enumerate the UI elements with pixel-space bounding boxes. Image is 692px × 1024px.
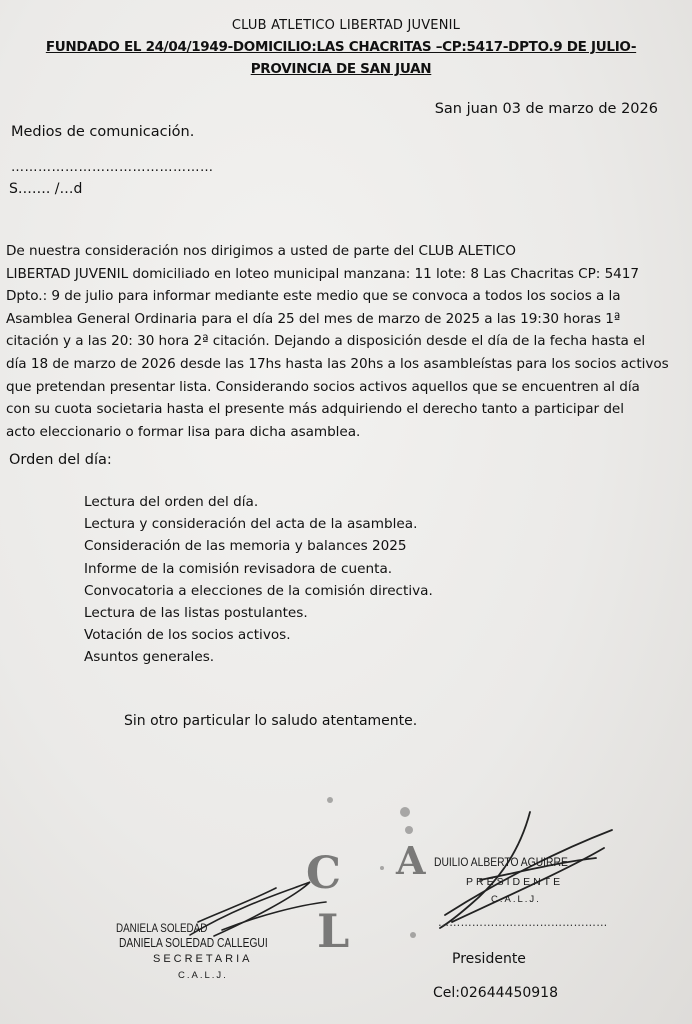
agenda-item: Convocatoria a elecciones de la comisión directiva. [84, 582, 433, 599]
president-label: Presidente [452, 951, 526, 967]
agenda-list [84, 491, 433, 669]
body-line: día 18 de marzo de 2026 desde las 17hs hasta las 20hs a los asambleístas para los socios activos [6, 355, 669, 372]
secretary-stamp-name-1: DANIELA SOLEDAD [116, 921, 208, 935]
body-line: con su cuota societaria hasta el presente más adquiriendo el derecho tanto a participar del [6, 401, 624, 418]
agenda-title: Orden del día: [9, 452, 112, 468]
body-line: Asamblea General Ordinaria para el día 25 del mes de marzo de 2025 a las 19:30 horas 1ª [6, 310, 621, 327]
founded-address-line: FUNDADO EL 24/04/1949-DOMICILIO:LAS CHACRITAS –CP:5417-DPTO.9 DE JULIO-PROVINCIA DE SAN JUAN [45, 39, 637, 77]
body-line: De nuestra consideración nos dirigimos a usted de parte del CLUB ALETICO [6, 243, 516, 259]
body-line: que pretendan presentar lista. Considerando socios activos aquellos que se encuentren al día [6, 378, 640, 395]
letter-body [6, 240, 676, 443]
body-line: Dpto.: 9 de julio para informar mediante este medio que se convoca a todos los socios a la [6, 288, 621, 305]
president-phone: Cel:02644450918 [433, 985, 558, 1001]
club-name-heading: CLUB ATLETICO LIBERTAD JUVENIL [231, 18, 461, 33]
president-stamp-name: DUILIO ALBERTO AGUIRRE [434, 855, 568, 869]
agenda-item: Lectura del orden del día. [84, 494, 259, 510]
president-signature-line: ……………………………………… [438, 916, 608, 929]
agenda-item: Informe de la comisión revisadora de cuenta. [84, 560, 393, 577]
president-stamp-club: C.A.L.J. [491, 894, 541, 905]
agenda-item: Votación de los socios activos. [84, 627, 291, 644]
agenda-item: Lectura de las listas postulantes. [84, 605, 308, 622]
secretary-stamp-name-2: DANIELA SOLEDAD CALLEGUI [119, 936, 268, 950]
agenda-item: Consideración de las memoria y balances 2025 [84, 538, 407, 555]
recipient: Medios de comunicación. [11, 124, 195, 140]
seal-letter-a: A [396, 838, 426, 883]
closing-line: Sin otro particular lo saludo atentamente. [124, 713, 418, 729]
agenda-item: Lectura y consideración del acta de la asamblea. [84, 516, 418, 533]
body-line: LIBERTAD JUVENIL domiciliado en loteo municipal manzana: 11 lote: 8 Las Chacritas CP: 5417 [6, 265, 639, 282]
body-line: citación y a las 20: 30 hora 2ª citación. Dejando a disposición desde el día de la fecha hasta el [6, 333, 646, 350]
president-stamp-role: PRESIDENTE [466, 876, 564, 888]
salutation-abbreviation: S……. /…d [9, 181, 83, 197]
recipient-dots: ……………………………………… [11, 160, 214, 175]
secretary-stamp-club: C.A.L.J. [178, 970, 228, 981]
seal-letter-l: L [317, 904, 350, 958]
secretary-stamp-role: SECRETARIA [153, 953, 253, 965]
seal-letter-c: C [306, 848, 342, 899]
letter-date: San juan 03 de marzo de 2026 [434, 101, 658, 117]
agenda-item: Asuntos generales. [84, 649, 215, 666]
body-line: acto eleccionario o formar lisa para dicha asamblea. [6, 423, 361, 440]
